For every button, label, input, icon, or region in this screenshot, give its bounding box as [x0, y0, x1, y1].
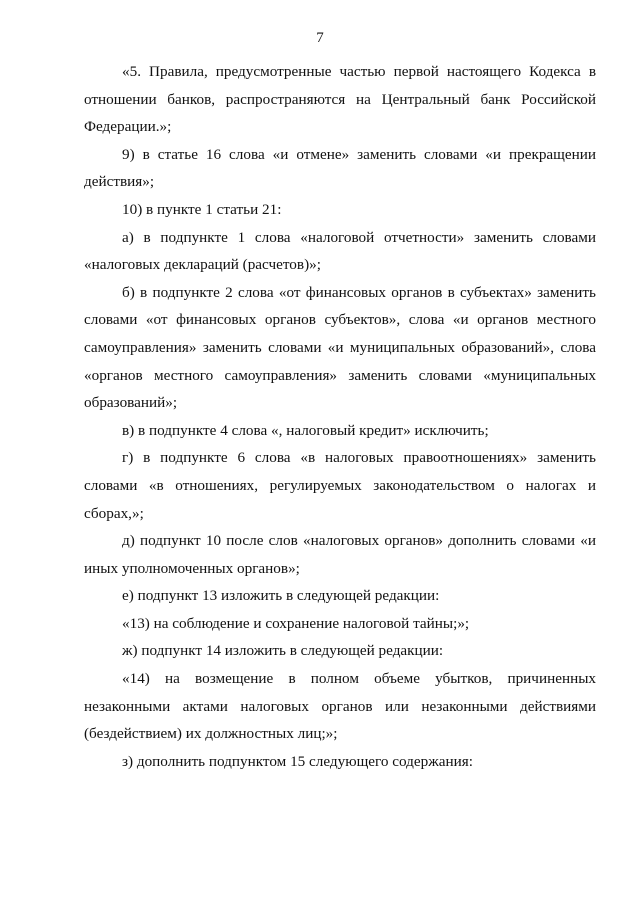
- paragraph-6: в) в подпункте 4 слова «, налоговый кредит» исключить;: [122, 421, 489, 439]
- paragraph-12: «14) на возмещение в полном объеме убытков, причиненных незаконными актами налоговых органов или незаконными действиями (бездействием) их должностных лиц;»;: [84, 670, 596, 743]
- paragraph-11: ж) подпункт 14 изложить в следующей редакции:: [122, 642, 444, 660]
- paragraph-2: 9) в статье 16 слова «и отмене» заменить словами «и прекращении действия»;: [84, 145, 596, 191]
- paragraph-8: д) подпункт 10 после слов «налоговых органов» дополнить словами «и иных уполномоченных органов»;: [84, 532, 596, 577]
- paragraph-7: г) в подпункте 6 слова «в налоговых правоотношениях» заменить словами «в отношениях, регулируемых законодательством о налогах и сборах,»;: [84, 449, 596, 522]
- paragraph-13: з) дополнить подпунктом 15 следующего содержания:: [122, 752, 473, 770]
- paragraph-4: а) в подпункте 1 слова «налоговой отчетности» заменить словами «налоговых деклараций (расчетов)»;: [84, 228, 596, 274]
- paragraph-5: б) в подпункте 2 слова «от финансовых органов в субъектах» заменить словами «от финансовых органов субъектов», слова «и органов местного самоуправления» заменить словами «и муниципальных образований», слова «органов местного самоуправления» заменить словами «муниципальных образований»;: [84, 283, 596, 412]
- document-body: [84, 58, 596, 775]
- paragraph-3: 10) в пункте 1 статьи 21:: [122, 200, 282, 218]
- paragraph-10: «13) на соблюдение и сохранение налоговой тайны;»;: [122, 614, 470, 632]
- paragraph-1: «5. Правила, предусмотренные частью первой настоящего Кодекса в отношении банков, распространяются на Центральный банк Российской Федерации.»;: [84, 63, 596, 136]
- page-number: 7: [316, 30, 324, 46]
- paragraph-9: е) подпункт 13 изложить в следующей редакции:: [122, 587, 440, 605]
